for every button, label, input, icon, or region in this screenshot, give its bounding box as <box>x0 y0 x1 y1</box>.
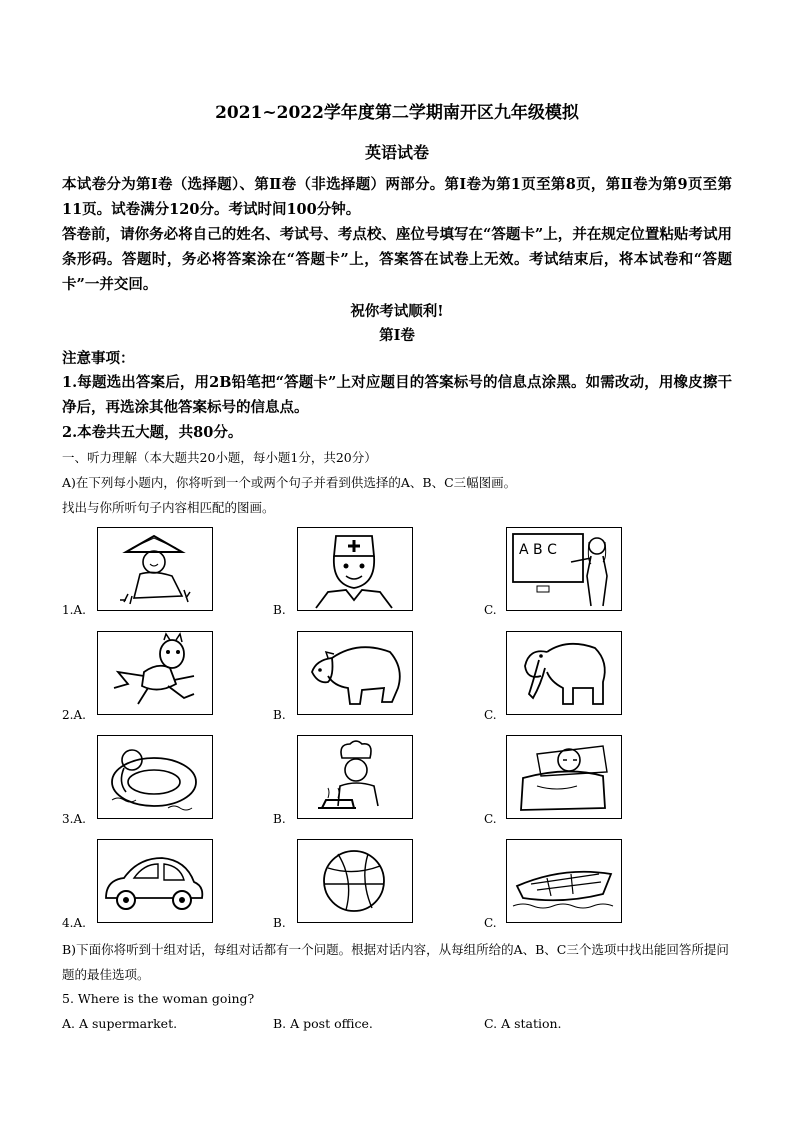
svg-text:A B C: A B C <box>519 542 557 558</box>
sleeping-icon <box>506 735 622 819</box>
notes-heading: 注意事项： <box>62 350 135 367</box>
exam-subtitle: 英语试卷 <box>364 143 429 162</box>
question-5-option-a: A. A supermarket. <box>62 1016 178 1031</box>
question-3-option-a-label: 3.A. <box>62 812 86 826</box>
basketball-icon <box>297 839 413 923</box>
horse-icon <box>97 631 213 715</box>
question-2-option-a-label: 2.A. <box>62 708 86 722</box>
boat-icon <box>506 839 622 923</box>
exam-title: 2021~2022学年度第二学期南开区九年级模拟 <box>215 103 579 123</box>
section-1-heading: 一、听力理解（本大题共20小题，每小题1分，共20分） <box>62 450 377 465</box>
bear-icon <box>297 631 413 715</box>
cooking-icon <box>297 735 413 819</box>
good-luck-text: 祝你考试顺利! <box>350 303 444 320</box>
car-icon <box>97 839 213 923</box>
note-2: 2.本卷共五大题，共80分。 <box>62 424 243 441</box>
question-4-option-b-label: B. <box>273 916 286 930</box>
part-b-instruction: B)下面你将听到十组对话，每组对话都有一个问题。根据对话内容，从每组所给的A、B、C三个选项中找出能回答所提问题的最佳选项。 <box>62 942 729 982</box>
question-2-option-c-label: C. <box>484 708 497 722</box>
question-1-option-c-label: C. <box>484 603 497 617</box>
question-3-option-c-label: C. <box>484 812 497 826</box>
question-2-option-b-label: B. <box>273 708 286 722</box>
farmer-icon <box>97 527 213 611</box>
question-5-stem: 5. Where is the woman going? <box>62 991 255 1006</box>
question-4-option-a-label: 4.A. <box>62 916 86 930</box>
part-a-instruction: A)在下列每小题内，你将听到一个或两个句子并看到供选择的A、B、C三幅图画。 <box>62 475 517 490</box>
intro-paragraph-2: 答卷前，请你务必将自己的姓名、考试号、考点校、座位号填写在“答题卡”上，并在规定位置粘贴考试用条形码。答题时，务必将答案涂在“答题卡”上，答案答在试卷上无效。考试结束后，将本试卷和“答题卡”一并交回。 <box>62 226 732 293</box>
volume-heading: 第Ⅰ卷 <box>379 327 415 344</box>
teacher-icon <box>506 527 622 611</box>
question-5-option-c: C. A station. <box>484 1016 562 1031</box>
part-a-instruction-2: 找出与你所听句子内容相匹配的图画。 <box>62 500 275 515</box>
question-1-option-b-label: B. <box>273 603 286 617</box>
intro-paragraph-1: 本试卷分为第Ⅰ卷（选择题）、第Ⅱ卷（非选择题）两部分。第Ⅰ卷为第1页至第8页，第Ⅱ卷为第9页至第11页。试卷满分120分。考试时间100分钟。 <box>62 176 732 218</box>
swimming-icon <box>97 735 213 819</box>
question-3-option-b-label: B. <box>273 812 286 826</box>
doctor-icon <box>297 527 413 611</box>
question-5-option-b: B. A post office. <box>273 1016 373 1031</box>
elephant-icon <box>506 631 622 715</box>
question-1-option-a-label: 1.A. <box>62 603 86 617</box>
note-1: 1.每题选出答案后，用2B铅笔把“答题卡”上对应题目的答案标号的信息点涂黑。如需改动，用橡皮擦干净后，再选涂其他答案标号的信息点。 <box>62 374 732 416</box>
question-4-option-c-label: C. <box>484 916 497 930</box>
